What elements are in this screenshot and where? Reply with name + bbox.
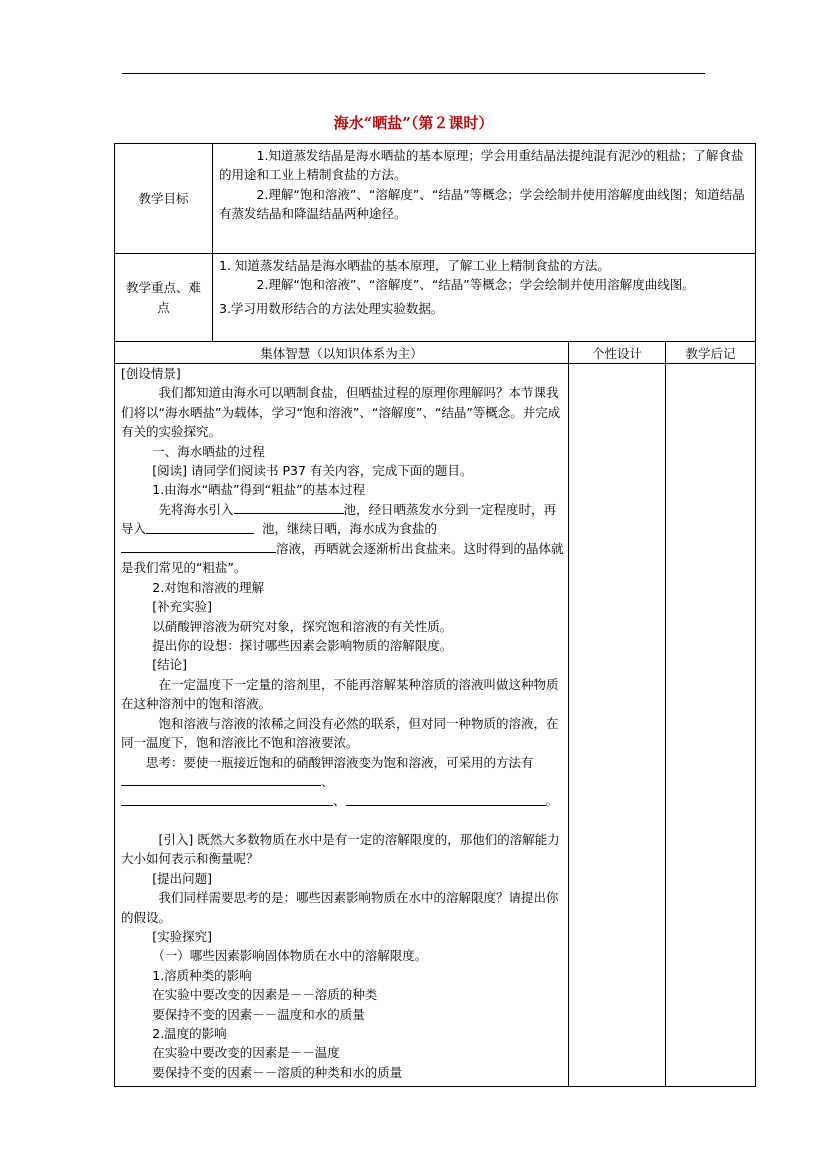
col-header-notes: 教学后记: [666, 342, 756, 364]
supplement-text: 以硝酸钾溶液为研究对象，探究饱和溶液的有关性质。: [152, 618, 453, 634]
experiment-line: 要保持不变的因素－－溶质的种类和水的质量: [152, 1064, 403, 1080]
fill-text: 池，继续日晒，海水成为食盐的: [261, 521, 437, 537]
separator: 、: [321, 774, 334, 790]
body-row: [115, 364, 756, 1087]
experiment-tag: [实验探究]: [152, 929, 213, 944]
keypoints-label-text: 教学重点、难点: [125, 279, 201, 315]
lesson-plan-table: [114, 143, 756, 1087]
situation-tag: [创设情景]: [121, 366, 181, 381]
goal-item: 2.理解“饱和溶液”、“溶解度”、“结晶”等概念；学会绘制并使用溶解度曲线图；知道结晶有蒸发结晶和降温结晶两种途径。: [219, 186, 745, 222]
conclusion-text: 饱和溶液与溶液的浓稀之间没有必然的联系，但对同一种物质的溶液，在同一温度下，饱和溶液比不饱和溶液要浓。: [121, 715, 559, 751]
experiment-line: 要保持不变的因素－－温度和水的质量: [152, 1006, 365, 1022]
keypoints-label: [115, 254, 213, 342]
think-text: 思考：要使一瓶接近饱和的硝酸钾溶液变为饱和溶液，可采用的方法有: [146, 754, 534, 770]
goals-label: 教学目标: [115, 144, 213, 254]
page-title: 海水“晒盐”（第２课时）: [333, 114, 494, 132]
separator: 、: [333, 793, 346, 809]
fill-in-paragraph: [121, 500, 564, 578]
situation-text: 我们都知道由海水可以晒制食盐，但晒盐过程的原理你理解吗？本节课我们将以“海水晒盐”为载体，学习“饱和溶液”、“溶解度”、“结晶”等概念。并完成有关的实验探究。: [121, 385, 561, 440]
page-header-rule: [122, 73, 705, 74]
keypoints-row: [115, 254, 756, 342]
fill-text: 池，经日晒蒸发水分到一定程度时，再导入: [121, 501, 557, 537]
keypoint-item: 3.学习用数形结合的方法处理实验数据。: [219, 300, 444, 316]
section-heading: 一、海水晒盐的过程: [152, 443, 265, 459]
main-content: [115, 364, 569, 1087]
column-header-row: [115, 342, 756, 364]
experiment-line: （一）哪些因素影响固体物质在水中的溶解限度。: [152, 948, 428, 964]
answer-blank[interactable]: [234, 500, 344, 514]
notes-column: [666, 364, 756, 1087]
end-mark: 。: [545, 793, 559, 809]
supplement-tag: [补充实验]: [152, 599, 213, 615]
fill-text: 先将海水引入: [158, 501, 234, 517]
conclusion-text: 在一定温度下一定量的溶剂里，不能再溶解某种溶质的溶液叫做这种物质在这种溶剂中的饱和溶液。: [121, 676, 559, 712]
answer-blank[interactable]: [121, 772, 321, 786]
goals-row: [115, 144, 756, 254]
think-question: [121, 753, 564, 811]
col-header-design: 个性设计: [569, 342, 666, 364]
experiment-line: 2.温度的影响: [152, 1026, 227, 1042]
goals-content: [213, 144, 756, 254]
hypothesis-text: 提出你的设想：探讨哪些因素会影响物质的溶解限度。: [152, 638, 453, 654]
item-heading: 2.对饱和溶液的理解: [152, 579, 265, 595]
experiment-line: 在实验中要改变的因素是－－温度: [152, 1045, 340, 1061]
answer-blank[interactable]: [146, 519, 254, 533]
experiment-line: 1.溶质种类的影响: [152, 967, 252, 983]
question-tag: [提出问题]: [152, 870, 213, 886]
answer-blank[interactable]: [121, 791, 333, 805]
goal-item: 1.知道蒸发结晶是海水晒盐的基本原理；学会用重结晶法提纯混有泥沙的粗盐；了解食盐的用途和工业上精制食盐的方法。: [219, 148, 744, 183]
intro-text: [引入] 既然大多数物质在水中是有一定的溶解限度的，那他们的溶解能力大小如何表示和衡量呢？: [121, 831, 560, 867]
keypoint-item: 2.理解“饱和溶液”、“溶解度”、“结晶”等概念；学会绘制并使用溶解度曲线图。: [256, 277, 695, 293]
keypoint-item: 1. 知道蒸发结晶是海水晒盐的基本原理，了解工业上精制食盐的方法。: [219, 258, 610, 273]
question-text: 我们同样需要思考的是：哪些因素影响物质在水中的溶解限度？请提出你的假设。: [121, 890, 559, 925]
answer-blank[interactable]: [121, 539, 276, 553]
fill-text: 溶液，再晒就会逐渐析出食盐来。这时得到的晶体就是我们常见的“粗盐”。: [121, 541, 564, 576]
experiment-line: 在实验中要改变的因素是－－溶质的种类: [152, 987, 378, 1003]
answer-blank[interactable]: [346, 791, 546, 805]
conclusion-tag: [结论]: [152, 657, 188, 673]
col-header-main: 集体智慧（以知识体系为主）: [115, 342, 569, 364]
keypoints-content: [213, 254, 756, 342]
item-heading: 1.由海水“晒盐”得到“粗盐”的基本过程: [152, 482, 366, 498]
design-column: [569, 364, 666, 1087]
read-instruction: [阅读] 请同学们阅读书 P37 有关内容，完成下面的题目。: [152, 463, 473, 479]
